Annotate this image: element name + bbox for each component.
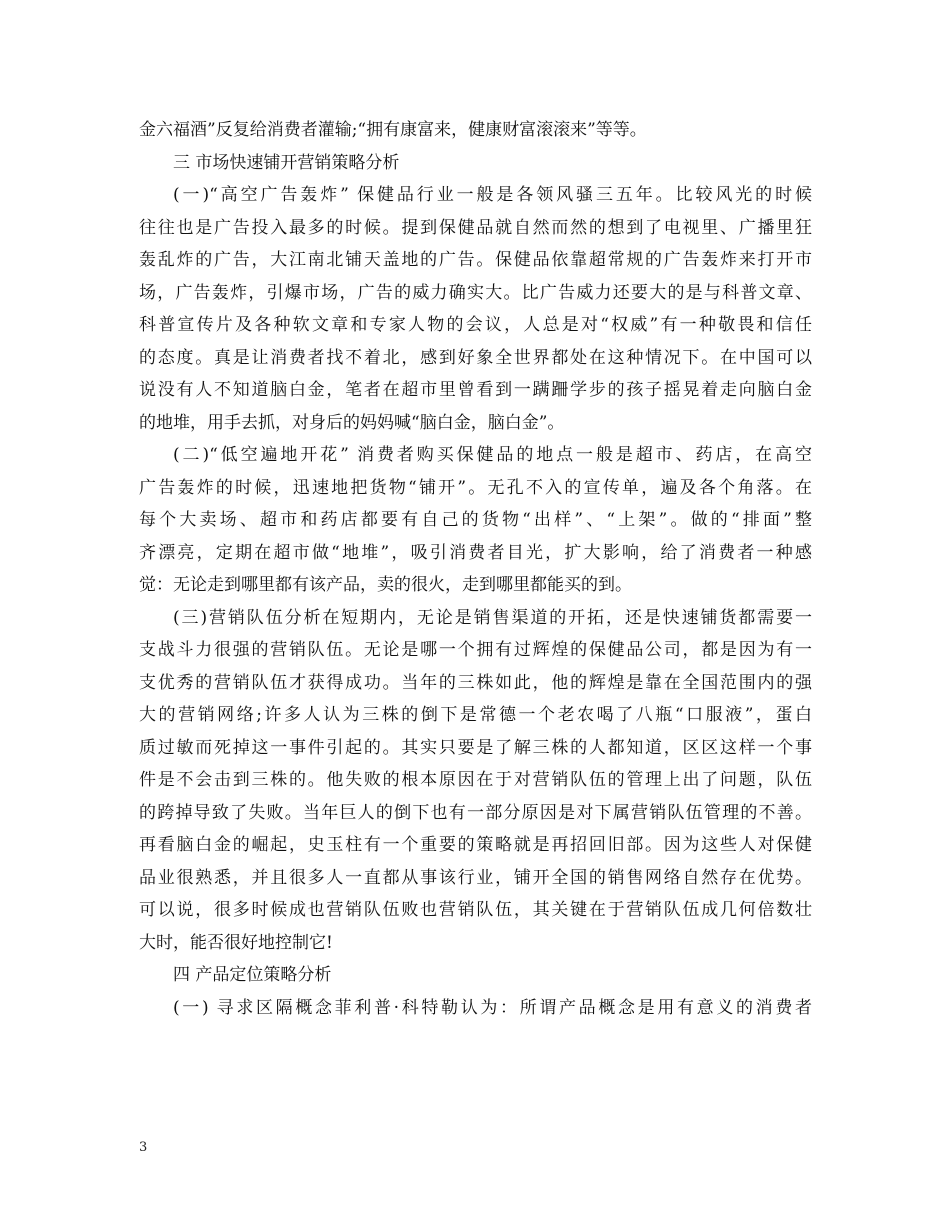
text-line-26: 大时，能否很好地控制它! [139,932,333,953]
text-line-7: 科普宣传片及各种软文章和专家人物的会议，人总是对“权威”有一种敬畏和信任 [139,315,812,335]
text-line-12: 广告轰炸的时候，迅速地把货物“铺开”。无孔不入的宣传单，遍及各个角落。在 [139,477,812,498]
text-line-24: 品业很熟悉，并且很多人一直都从事该行业，铺开全国的销售网络自然存在优势。 [139,867,812,888]
text-line-19: 大的营销网络;许多人认为三株的倒下是常德一个老农喝了八瓶“口服液”，蛋白 [139,705,812,725]
text-line-21: 件是不会击到三株的。他失败的根本原因在于对营销队伍的管理上出了问题，队伍 [139,770,812,790]
text-line-28: (一) 寻求区隔概念菲利普·科特勒认为：所谓产品概念是用有意义的消费者 [173,997,812,1018]
text-line-22: 的跨掉导致了失败。当年巨人的倒下也有一部分原因是对下属营销队伍管理的不善。 [139,802,812,823]
text-line-11: (二)“低空遍地开花” 消费者购买保健品的地点一般是超市、药店，在高空 [173,445,812,465]
text-line-2: 三 市场快速铺开营销策略分析 [173,152,400,173]
text-line-20: 质过敏而死掉这一事件引起的。其实只要是了解三株的人都知道，区区这样一个事 [139,737,812,758]
text-line-18: 支优秀的营销队伍才获得成功。当年的三株如此，他的辉煌是靠在全国范围内的强 [139,672,812,693]
text-line-9: 说没有人不知道脑白金，笔者在超市里曾看到一蹒跚学步的孩子摇晃着走向脑白金 [139,380,812,400]
text-line-1: 金六福酒”反复给消费者灌输;“拥有康富来，健康财富滚滚来”等等。 [139,120,647,140]
text-line-17: 支战斗力很强的营销队伍。无论是哪一个拥有过辉煌的保健品公司，都是因为有一 [139,640,812,660]
body-text [139,114,812,1024]
text-line-4: 往往也是广告投入最多的时候。提到保健品就自然而然的想到了电视里、广播里狂 [139,217,812,238]
text-line-23: 再看脑白金的崛起，史玉柱有一个重要的策略就是再招回旧部。因为这些人对保健 [139,835,812,855]
text-line-13: 每个大卖场、超市和药店都要有自己的货物“出样”、“上架”。做的“排面”整 [139,510,812,530]
page-number: 3 [139,1140,148,1155]
text-line-14: 齐漂亮，定期在超市做“地堆”，吸引消费者目光，扩大影响，给了消费者一种感 [139,542,812,563]
text-line-27: 四 产品定位策略分析 [173,965,332,985]
text-line-3: (一)“高空广告轰炸” 保健品行业一般是各领风骚三五年。比较风光的时候 [173,185,812,205]
text-line-5: 轰乱炸的广告，大江南北铺天盖地的广告。保健品依靠超常规的广告轰炸来打开市 [139,250,812,270]
text-line-10: 的地堆，用手去抓，对身后的妈妈喊“脑白金，脑白金”。 [139,412,565,433]
text-line-25: 可以说，很多时候成也营销队伍败也营销队伍，其关键在于营销队伍成几何倍数壮 [139,900,812,920]
text-line-8: 的态度。真是让消费者找不着北，感到好象全世界都处在这种情况下。在中国可以 [139,347,812,368]
text-line-6: 场，广告轰炸，引爆市场，广告的威力确实大。比广告威力还要大的是与科普文章、 [139,282,812,303]
text-line-16: (三)营销队伍分析在短期内，无论是销售渠道的开拓，还是快速铺货都需要一 [173,607,812,628]
text-line-15: 觉：无论走到哪里都有该产品，卖的很火，走到哪里都能买的到。 [139,575,632,595]
